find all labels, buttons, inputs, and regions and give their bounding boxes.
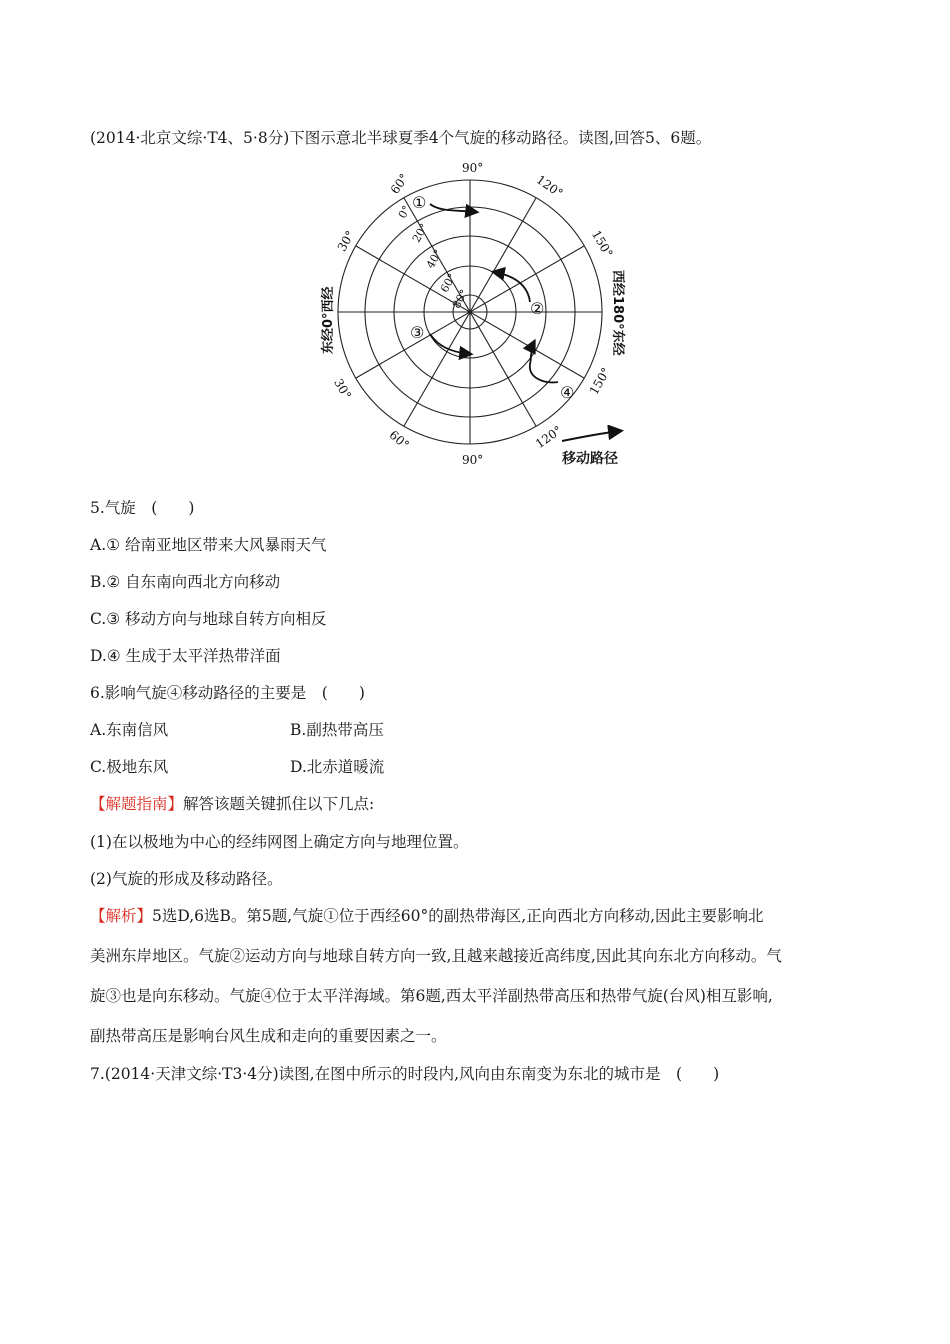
lon-label-r-upper: 150° bbox=[588, 227, 616, 260]
lon-label-ur: 120° bbox=[533, 172, 566, 201]
q5-option-a: A.① 给南亚地区带来大风暴雨天气 bbox=[90, 536, 327, 554]
lon-label-lr: 120° bbox=[532, 423, 565, 452]
lat-label-20: 20° bbox=[409, 221, 431, 245]
lat-label-40: 40° bbox=[423, 247, 445, 271]
q7-stem: 7.(2014·天津文综·T3·4分)读图,在图中所示的时段内,风向由东南变为东北的城市是 ( ) bbox=[90, 1065, 720, 1083]
analysis-text-1: 5选D,6选B。第5题,气旋①位于西经60°的副热带海区,正向西北方向移动,因此主要影响北 bbox=[152, 907, 764, 925]
q6-option-c: C.极地东风 bbox=[90, 758, 169, 776]
lon-label-top: 90° bbox=[462, 161, 484, 175]
analysis-line-3: 旋③也是向东移动。气旋④位于太平洋海域。第6题,西太平洋副热带高压和热带气旋(台风)相互影响, bbox=[90, 987, 773, 1005]
guide-tag: 【解题指南】 bbox=[90, 795, 184, 813]
q6-stem: 6.影响气旋④移动路径的主要是 ( ) bbox=[90, 684, 365, 702]
lon-label-l-lower: 30° bbox=[331, 376, 354, 402]
lon-label-ll: 60° bbox=[386, 427, 412, 453]
analysis-tag: 【解析】 bbox=[90, 907, 153, 925]
q5-option-c: C.③ 移动方向与地球自转方向相反 bbox=[90, 610, 327, 628]
cyclone-1-label: ① bbox=[412, 193, 427, 212]
analysis-line-4: 副热带高压是影响台风生成和走向的重要因素之一。 bbox=[90, 1027, 447, 1045]
cyclone-2-label: ② bbox=[530, 299, 545, 318]
lon-label-l-upper: 30° bbox=[334, 228, 358, 254]
q6-option-d: D.北赤道暖流 bbox=[290, 758, 385, 776]
q6-option-b: B.副热带高压 bbox=[290, 721, 384, 739]
guide-text: 解答该题关键抓住以下几点: bbox=[183, 795, 375, 813]
q5-stem: 5.气旋 ( ) bbox=[90, 499, 195, 517]
cyclone-4-label: ④ bbox=[560, 383, 575, 402]
legend-label: 移动路径 bbox=[562, 451, 618, 467]
lat-label-0: 0° bbox=[395, 203, 414, 221]
left-side-label: 东经0°西经 bbox=[321, 286, 336, 354]
lon-label-ul: 60° bbox=[387, 171, 412, 197]
cyclone-4-path bbox=[530, 342, 558, 382]
right-side-label: 西经180°东经 bbox=[610, 270, 625, 356]
lon-label-r-lower: 150° bbox=[586, 365, 614, 398]
cyclone-3-path bbox=[430, 334, 470, 354]
q5-option-b: B.② 自东南向西北方向移动 bbox=[90, 573, 281, 591]
q6-option-a: A.东南信风 bbox=[90, 721, 169, 739]
guide-point-2: (2)气旋的形成及移动路径。 bbox=[90, 870, 283, 888]
analysis-line-2: 美洲东岸地区。气旋②运动方向与地球自转方向一致,且越来越接近高纬度,因此其向东北方向移动。气 bbox=[90, 947, 782, 965]
lat-label-60: 60° bbox=[437, 271, 459, 295]
guide-line bbox=[90, 792, 374, 814]
q5-option-d: D.④ 生成于太平洋热带洋面 bbox=[90, 647, 281, 665]
lat-label-80: 80° bbox=[449, 287, 471, 311]
cyclone-3-label: ③ bbox=[410, 323, 425, 342]
polar-graticule-map bbox=[318, 158, 630, 470]
lon-label-bottom: 90° bbox=[462, 453, 484, 467]
legend-arrow-icon bbox=[560, 425, 630, 445]
guide-point-1: (1)在以极地为中心的经纬网图上确定方向与地理位置。 bbox=[90, 833, 469, 851]
analysis-line-1 bbox=[90, 904, 764, 926]
intro-text: (2014·北京文综·T4、5·8分)下图示意北半球夏季4个气旋的移动路径。读图,回答5、6题。 bbox=[90, 129, 712, 147]
